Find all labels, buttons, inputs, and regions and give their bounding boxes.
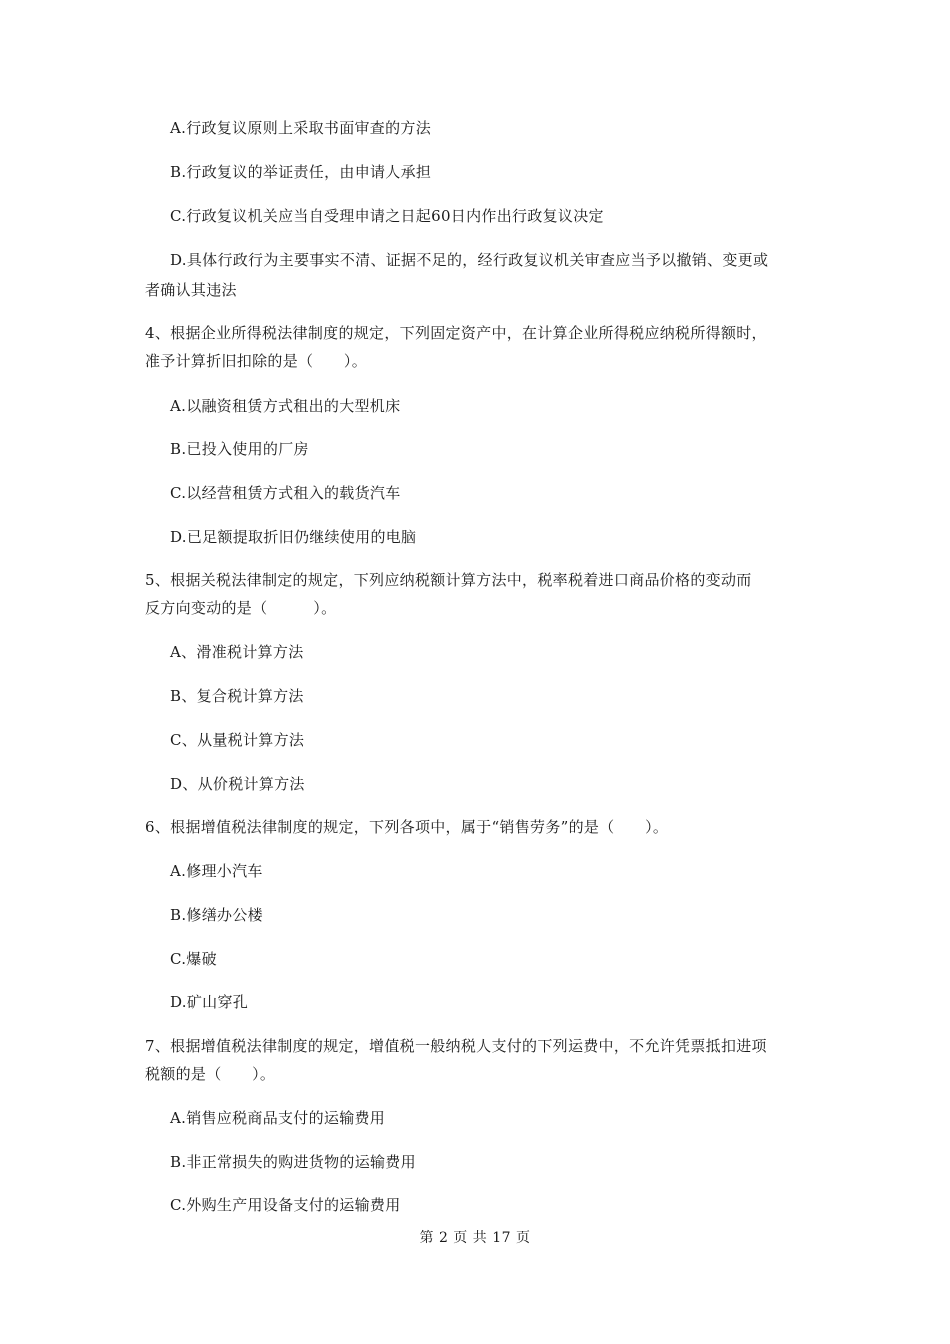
q6-option-d: D.矿山穿孔 [170,993,249,1011]
q3-option-d-line2: 者确认其违法 [145,281,237,299]
q3-option-a: A.行政复议原则上采取书面审查的方法 [170,119,432,137]
q3-option-b: B.行政复议的举证责任，由申请人承担 [170,163,432,181]
q6-option-a: A.修理小汽车 [170,862,263,880]
q5-stem-line2: 反方向变动的是（ ）。 [145,599,337,617]
page-number: 第 2 页 共 17 页 [419,1230,531,1246]
q4-stem-line1: 4、根据企业所得税法律制度的规定，下列固定资产中，在计算企业所得税应纳税所得额时， [145,324,767,342]
q6-option-b: B.修缮办公楼 [170,906,263,924]
q6-option-c: C.爆破 [170,950,217,968]
q3-option-c: C.行政复议机关应当自受理申请之日起60日内作出行政复议决定 [170,207,604,225]
q5-option-a: A、滑准税计算方法 [170,643,304,661]
q7-option-a: A.销售应税商品支付的运输费用 [170,1109,386,1127]
q7-option-c: C.外购生产用设备支付的运输费用 [170,1196,401,1214]
q4-option-b: B.已投入使用的厂房 [170,440,309,458]
q7-stem-line1: 7、根据增值税法律制度的规定，增值税一般纳税人支付的下列运费中，不允许凭票抵扣进项 [145,1037,767,1055]
q4-stem-line2: 准予计算折旧扣除的是（ ）。 [145,352,368,370]
q6-stem-line1: 6、根据增值税法律制度的规定，下列各项中，属于“销售劳务”的是（ ）。 [145,818,669,836]
q5-option-d: D、从价税计算方法 [170,775,305,793]
q5-option-b: B、复合税计算方法 [170,687,304,705]
q4-option-d: D.已足额提取折旧仍继续使用的电脑 [170,528,417,546]
q4-option-a: A.以融资租赁方式租出的大型机床 [170,397,401,415]
q7-option-b: B.非正常损失的购进货物的运输费用 [170,1153,416,1171]
q5-stem-line1: 5、根据关税法律制定的规定，下列应纳税额计算方法中，税率税着进口商品价格的变动而 [145,571,752,589]
q5-option-c: C、从量税计算方法 [170,731,305,749]
q3-option-d-line1: D.具体行政行为主要事实不清、证据不足的，经行政复议机关审查应当予以撤销、变更或 [170,251,769,269]
q7-stem-line2: 税额的是（ ）。 [145,1065,276,1083]
q4-option-c: C.以经营租赁方式租入的载货汽车 [170,484,401,502]
